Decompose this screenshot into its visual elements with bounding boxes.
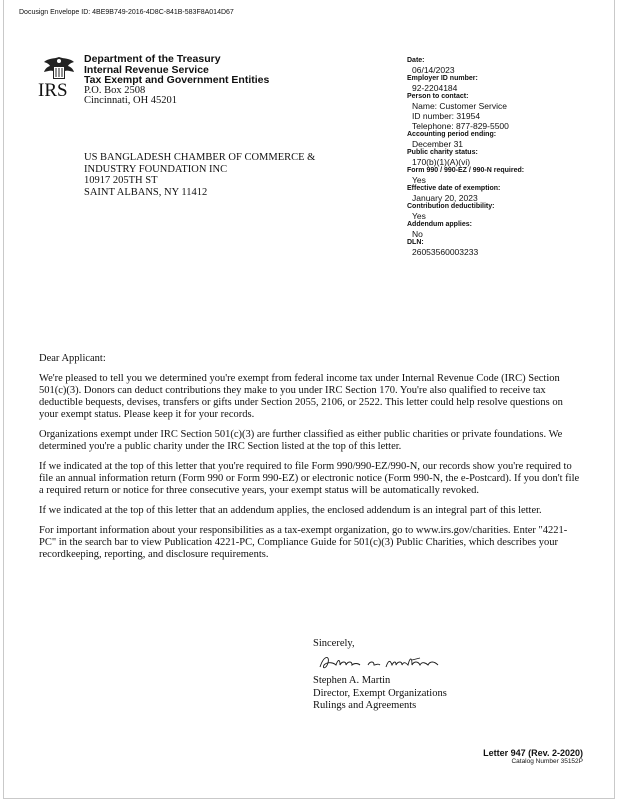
- letter-body: [39, 353, 584, 569]
- contact-name: Name: Customer Service: [412, 101, 507, 111]
- paragraph-addendum: If we indicated at the top of this letter that an addendum applies, the enclosed addendum is an integral part of this letter.: [39, 505, 542, 516]
- irs-logo: [38, 55, 84, 105]
- dln-label: DLN:: [407, 239, 424, 246]
- signer-name: Stephen A. Martin: [313, 675, 391, 686]
- accounting-value: December 31: [412, 139, 464, 149]
- charity-value: 170(b)(1)(A)(vi): [412, 157, 471, 167]
- charity-label: Public charity status:: [407, 149, 478, 156]
- contact-phone: Telephone: 877-829-5500: [412, 121, 509, 131]
- addendum-value: No: [412, 229, 423, 239]
- paragraph-filing: If we indicated at the top of this letter that you're required to file Form 990/990-EZ/990-N, our records show you're required to file an annual information return (Form 990 or Form 990-EZ) or electronic notice (Form 990-N, the e-Postcard). If you don't file a required return or notice for three consecutive years, your exempt status will be automatically revoked.: [39, 461, 580, 496]
- letter-number: Letter 947 (Rev. 2-2020): [483, 748, 583, 758]
- ein-label: Employer ID number:: [407, 75, 478, 82]
- contact-label: Person to contact:: [407, 93, 469, 100]
- agency-address2: Cincinnati, OH 45201: [84, 95, 178, 106]
- info-panel: [407, 57, 524, 257]
- deductibility-value: Yes: [412, 211, 426, 221]
- envelope-id: Docusign Envelope ID: 4BE9B749-2016-4D8C-841B-583F8A014D67: [19, 9, 234, 16]
- irs-logo-text: IRS: [38, 80, 68, 101]
- agency-line3: Tax Exempt and Government Entities: [84, 74, 270, 86]
- irs-eagle-icon: [42, 55, 76, 83]
- contact-id: ID number: 31954: [412, 111, 481, 121]
- deductibility-label: Contribution deductibility:: [407, 203, 495, 210]
- recipient-line1: US BANGLADESH CHAMBER OF COMMERCE &: [84, 152, 316, 163]
- paragraph-exemption: We're pleased to tell you we determined you're exempt from federal income tax under Internal Revenue Code (IRC) Section 501(c)(3). Donors can deduct contributions they make to you under IRC Section 170. You're also qualified to receive tax deductible bequests, devises, transfers or gifts under Section 2055, 2106, or 2522. This letter could help resolve questions on your exempt status. Please keep it for your records.: [39, 373, 563, 420]
- ein-value: 92-2204184: [412, 83, 458, 93]
- signature: [316, 651, 456, 673]
- form990-label: Form 990 / 990-EZ / 990-N required:: [407, 167, 525, 174]
- closing-sincerely: Sincerely,: [313, 638, 355, 649]
- paragraph-classification: Organizations exempt under IRC Section 501(c)(3) are further classified as either public charities or private foundations. We determined you're a public charity under the IRC Section listed at the top of this letter.: [39, 429, 563, 452]
- signer-title2: Rulings and Agreements: [313, 700, 417, 711]
- addendum-label: Addendum applies:: [407, 221, 472, 228]
- date-label: Date:: [407, 57, 425, 64]
- recipient-address: [84, 152, 315, 198]
- recipient-line2: INDUSTRY FOUNDATION INC: [84, 163, 228, 175]
- recipient-line3: 10917 205TH ST: [84, 175, 158, 186]
- effective-label: Effective date of exemption:: [407, 185, 501, 192]
- signer-block: [313, 675, 447, 713]
- catalog-number: Catalog Number 35152P: [511, 758, 583, 765]
- salutation: Dear Applicant:: [39, 353, 106, 364]
- paragraph-information: For important information about your responsibilities as a tax-exempt organization, go to www.irs.gov/charities. Enter "4221-PC" in the search bar to view Publication 4221-PC, Compliance Guide for 501(c)(3) Public Charities, which describes your recordkeeping, reporting, and disclosure requirements.: [39, 525, 568, 560]
- recipient-line4: SAINT ALBANS, NY 11412: [84, 186, 208, 198]
- agency-line2: Internal Revenue Service: [84, 63, 209, 76]
- form990-value: Yes: [412, 175, 426, 185]
- agency-address1: P.O. Box 2508: [84, 84, 146, 96]
- agency-header: [84, 54, 269, 107]
- accounting-label: Accounting period ending:: [407, 131, 497, 138]
- date-value: 06/14/2023: [412, 65, 455, 75]
- effective-value: January 20, 2023: [412, 193, 478, 203]
- signer-title1: Director, Exempt Organizations: [313, 687, 447, 699]
- letter-footer: [483, 748, 583, 765]
- agency-line1: Department of the Treasury: [84, 53, 221, 65]
- dln-value: 26053560003233: [412, 247, 479, 257]
